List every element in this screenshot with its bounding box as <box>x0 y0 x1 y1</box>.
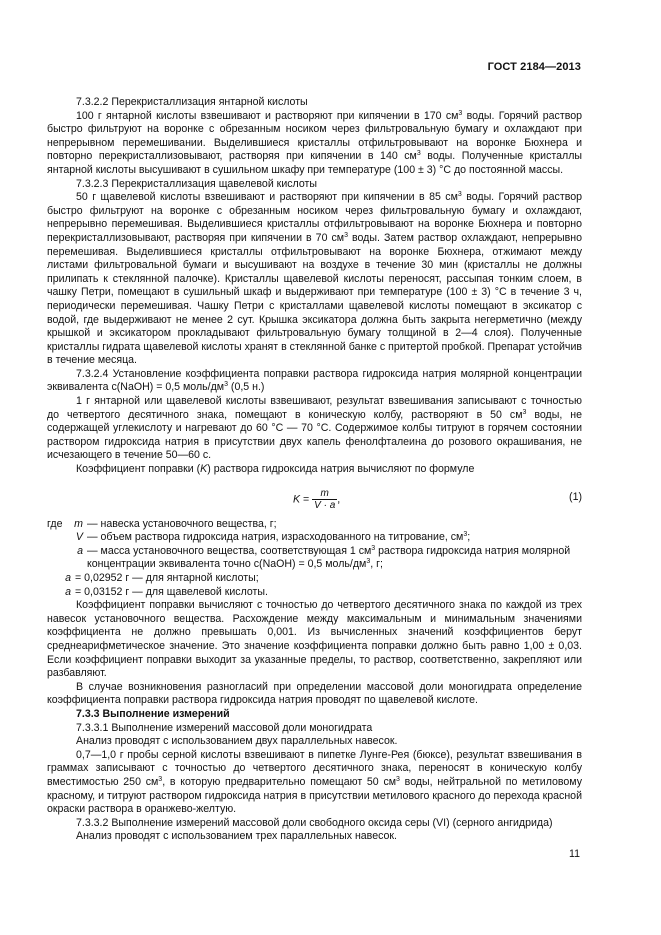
legend-row-m: где m — навеска установочного вещества, г; <box>47 517 277 530</box>
standard-header: ГОСТ 2184—2013 <box>487 61 581 73</box>
legend-row-a-succinic: a = 0,02952 г — для янтарной кислоты; <box>65 572 259 584</box>
section-7-3-3-1-text-2: 0,7—1,0 г пробы серной кислоты взвешивают в пипетке Лунге-Рея (бюксе), результат взвешивания в граммах записывают с точностью до четвертого десятичного знака, переносят в коническую колбу вместимостью 250 $см^3$, в которую предварительно помещают 50 $см^3$ воды, нейтральной по метиловому красному, и титруют раствором гидроксида натрия в присутствии метилового красного до перехода красной окраски раствора в оранжево-желтую. <box>47 748 582 816</box>
disagreement-text: В случае возникновения разногласий при определении массовой доли моногидрата определение коэффициента поправки раствора гидроксида натрия проводят по щавелевой кислоте. <box>47 680 582 707</box>
legend-row-v: V — объем раствора гидроксида натрия, израсходованного на титрование, $см^3$; <box>75 531 471 544</box>
section-7-3-2-4-title: 7.3.2.4 Установление коэффициента поправки раствора гидроксида натрия молярной концентрации эквивалента с(NaOH) = 0,5 моль/$дм^3$ (0,5 н.) <box>47 367 582 394</box>
formula-expression: K = $\frac{m}{V \cdot a}$ , <box>293 487 341 511</box>
formula-legend <box>47 518 582 600</box>
formula-number: (1) <box>569 490 582 503</box>
section-7-3-2-4-text: 1 г янтарной или щавелевой кислоты взвешивают, результат взвешивания записывают с точностью до четвертого десятичного знака, помещают в коническую колбу, растворяют в 50 $см^3$ воды, не содержащей углекислоту и нагревают до 60 °С — 70 °С. Содержимое колбы титруют в горячем состоянии раствором гидроксида натрия в присутствии двух капель фенолфталеина до розового окрашивания, не исчезающего в течение 50—60 с. <box>47 395 582 462</box>
legend-row-a-oxalic: a = 0,03152 г — для щавелевой кислоты. <box>65 585 268 598</box>
section-7-3-3-title: 7.3.3 Выполнение измерений <box>76 707 230 720</box>
coefficient-calculation-text: Коэффициент поправки вычисляют с точностью до четвертого десятичного знака по каждой из трех навесок установочного вещества. Расхождение между максимальным и минимальным значениями коэффициента не должно превышать 0,001. Из вычисленных значений коэффициентов берут среднеарифметическое значение. Это значение коэффициента поправки должно быть равно 1,00 ± 0,03. Если коэффициент поправки выходит за указанные пределы, то раствор, соответственно, закрепляют или разбавляют. <box>47 599 582 680</box>
section-7-3-3-1-title: 7.3.3.1 Выполнение измерений массовой доли моногидрата <box>76 721 373 734</box>
section-7-3-2-2-title: 7.3.2.2 Перекристаллизация янтарной кислоты <box>76 96 308 108</box>
page-number: 11 <box>569 848 580 860</box>
section-7-3-3-2-title: 7.3.3.2 Выполнение измерений массовой доли свободного оксида серы (VI) (серного ангидрида) <box>76 816 553 829</box>
section-7-3-2-3-text: 50 г щавелевой кислоты взвешивают и растворяют при кипячении в 85 $см^3$ воды. Горячий раствор быстро фильтруют на воронке с обрезанным носиком через фильтровальную бумагу и охлаждают, непрерывно перемешивая. Выделившиеся кристаллы отфильтровывают на воронке Бюхнера и повторно перекристаллизовывают, растворяя при кипячении в 70 $см^3$ воды. Затем раствор охлаждают, непрерывно перемешивая. Выделившиеся кристаллы отфильтровывают на воронке Бюхнера, отжимают между листами фильтровальной бумаги и высушивают на воздухе в течение 30 мин (кристаллы не должны прилипать к стеклянной палочке). Кристаллы щавелевой кислоты переносят, рассыпая тонким слоем, в чашку Петри, помещают в сушильный шкаф и выдерживают при температуре (100 ± 3) °С в течение 3 ч, периодически перемешивая. Чашку Петри с кристаллами щавелевой кислоты помещают в эксикатор с водой, где выдерживают не менее 2 сут. Крышка эксикатора должна быть закрыта негерметично (между крышкой и эксикатором прокладывают фильтровальную бумагу толщиной в 2—4 слоя). Полученные кристаллы гидрата щавелевой кислоты хранят в стеклянной банке с притертой пробкой. Препарат устойчив в течение месяца. <box>47 191 582 367</box>
section-7-3-2-3-title: 7.3.2.3 Перекристаллизация щавелевой кислоты <box>76 177 317 190</box>
section-7-3-3-1-text-1: Анализ проводят с использованием двух параллельных навесок. <box>76 735 398 748</box>
legend-row-a: a — масса установочного вещества, соответствующая 1 $см^3$ раствора гидроксида натрия молярной концентрации эквивалента точно с(NaOH) = 0,5 моль/$дм^3$, г; <box>77 544 571 571</box>
formula-1 <box>47 480 582 516</box>
section-7-3-3-2-text: Анализ проводят с использованием трех параллельных навесок. <box>76 830 397 843</box>
document-body <box>47 96 582 844</box>
section-7-3-2-2-text: 100 г янтарной кислоты взвешивают и растворяют при кипячении в 170 $см^3$ воды. Горячий раствор быстро фильтруют на воронке с обрезанным носиком через фильтровальную бумагу и охлаждают при непрерывном перемешивании. Выделившиеся кристаллы отфильтровывают на воронке Бюхнера и повторно перекристаллизовывают, растворяя при кипячении в 140 $см^3$ воды. Полученные кристаллы янтарной кислоты высушивают в сушильном шкафу при температуре (100 ± 3) °С до постоянной массы. <box>47 109 583 176</box>
coefficient-intro: Коэффициент поправки (K) раствора гидроксида натрия вычисляют по формуле <box>76 463 475 476</box>
